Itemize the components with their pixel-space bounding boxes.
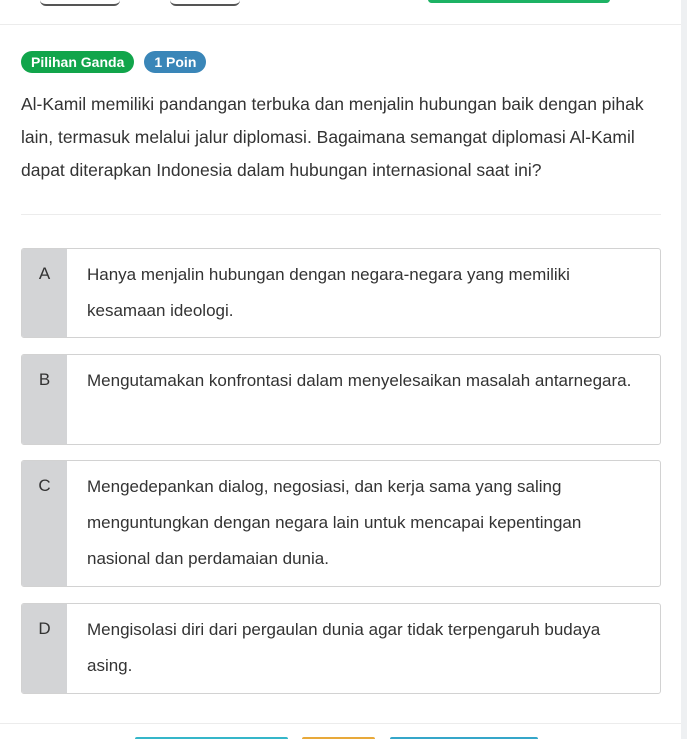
option-text: Hanya menjalin hubungan dengan negara-negara yang memiliki kesamaan ideologi. <box>87 265 570 320</box>
option-c[interactable] <box>21 460 661 587</box>
option-b[interactable] <box>21 354 661 445</box>
scrollbar-track[interactable] <box>681 0 687 739</box>
question-text: Al-Kamil memiliki pandangan terbuka dan menjalin hubungan baik dengan pihak lain, termasuk melalui jalur diplomasi. Bagaimana semangat diplomasi Al-Kamil dapat diterapkan Indonesia dalam hubungan internasional saat ini? <box>21 94 644 180</box>
progress-bar <box>428 0 610 3</box>
option-letter: C <box>38 476 51 495</box>
option-text: Mengutamakan konfrontasi dalam menyelesaikan masalah antarnegara. <box>87 371 632 390</box>
option-text: Mengedepankan dialog, negosiasi, dan kerja sama yang saling menguntungkan dengan negara lain untuk mencapai kepentingan nasional dan perdamaian dunia. <box>87 477 582 568</box>
header-decoration <box>40 0 120 6</box>
option-text: Mengisolasi diri dari pergaulan dunia agar tidak terpengaruh budaya asing. <box>87 620 601 675</box>
header-decoration <box>170 0 240 6</box>
option-a[interactable] <box>21 248 661 338</box>
divider <box>21 214 661 215</box>
top-header-strip <box>0 0 681 25</box>
option-letter: A <box>38 264 51 283</box>
question-badges <box>21 51 206 73</box>
option-d[interactable] <box>21 603 661 694</box>
question-type-badge: Pilihan Ganda <box>21 51 134 73</box>
bottom-navigation-strip <box>0 723 681 739</box>
option-letter: B <box>38 370 51 389</box>
points-badge: 1 Poin <box>144 51 206 73</box>
option-letter: D <box>38 619 51 638</box>
